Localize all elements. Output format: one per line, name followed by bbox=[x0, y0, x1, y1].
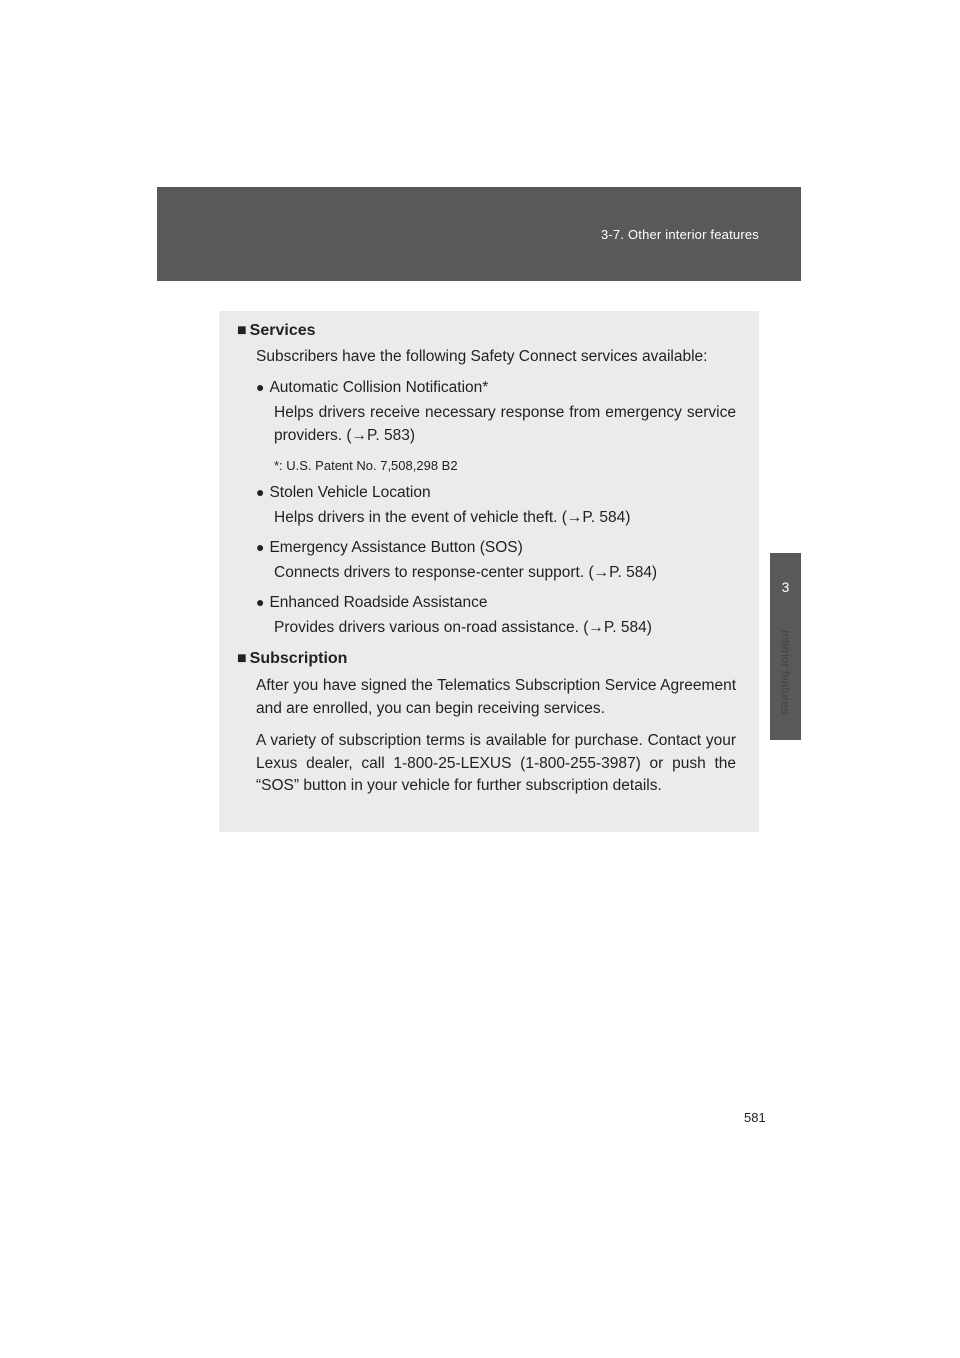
section-title: 3-7. Other interior features bbox=[600, 227, 759, 242]
service-item-desc: Connects drivers to response-center support. (→P. 584) bbox=[274, 564, 658, 581]
page-number: 581 bbox=[744, 1110, 766, 1125]
subscription-heading: ■ Subscription bbox=[237, 650, 348, 667]
service-item-title: ● Stolen Vehicle Location bbox=[256, 484, 431, 501]
service-item-title: ● Enhanced Roadside Assistance bbox=[256, 594, 488, 611]
service-item-title: ● Automatic Collision Notification* bbox=[256, 379, 489, 396]
subscription-paragraph: After you have signed the Telematics Subscription Service Agreement and are enrolled, you can begin receiving services. bbox=[256, 677, 736, 717]
info-box bbox=[219, 311, 759, 832]
square-bullet-icon: ■ bbox=[237, 322, 247, 339]
service-item-desc: Provides drivers various on-road assistance. (→P. 584) bbox=[274, 619, 652, 636]
chapter-header-bar bbox=[157, 187, 801, 281]
chapter-label: Interior features bbox=[778, 630, 793, 715]
bullet-icon: ● bbox=[256, 379, 265, 395]
bullet-icon: ● bbox=[256, 539, 265, 555]
bullet-icon: ● bbox=[256, 484, 265, 500]
service-item-title: ● Emergency Assistance Button (SOS) bbox=[256, 539, 523, 556]
services-heading: ■ Services bbox=[237, 322, 316, 339]
bullet-icon: ● bbox=[256, 594, 265, 610]
chapter-number: 3 bbox=[781, 579, 790, 595]
services-intro: Subscribers have the following Safety Connect services available: bbox=[256, 348, 708, 365]
square-bullet-icon: ■ bbox=[237, 650, 247, 667]
patent-footnote: *: U.S. Patent No. 7,508,298 B2 bbox=[274, 458, 458, 473]
subscription-paragraph: A variety of subscription terms is available for purchase. Contact your Lexus dealer, call 1-800-25-LEXUS (1-800-255-3987) or push the “SOS” button in your vehicle for further subscription details. bbox=[256, 732, 736, 794]
service-item-desc: Helps drivers in the event of vehicle theft. (→P. 584) bbox=[274, 509, 631, 526]
service-item-desc: Helps drivers receive necessary response from emergency service providers. (→P. 583) bbox=[274, 404, 736, 444]
